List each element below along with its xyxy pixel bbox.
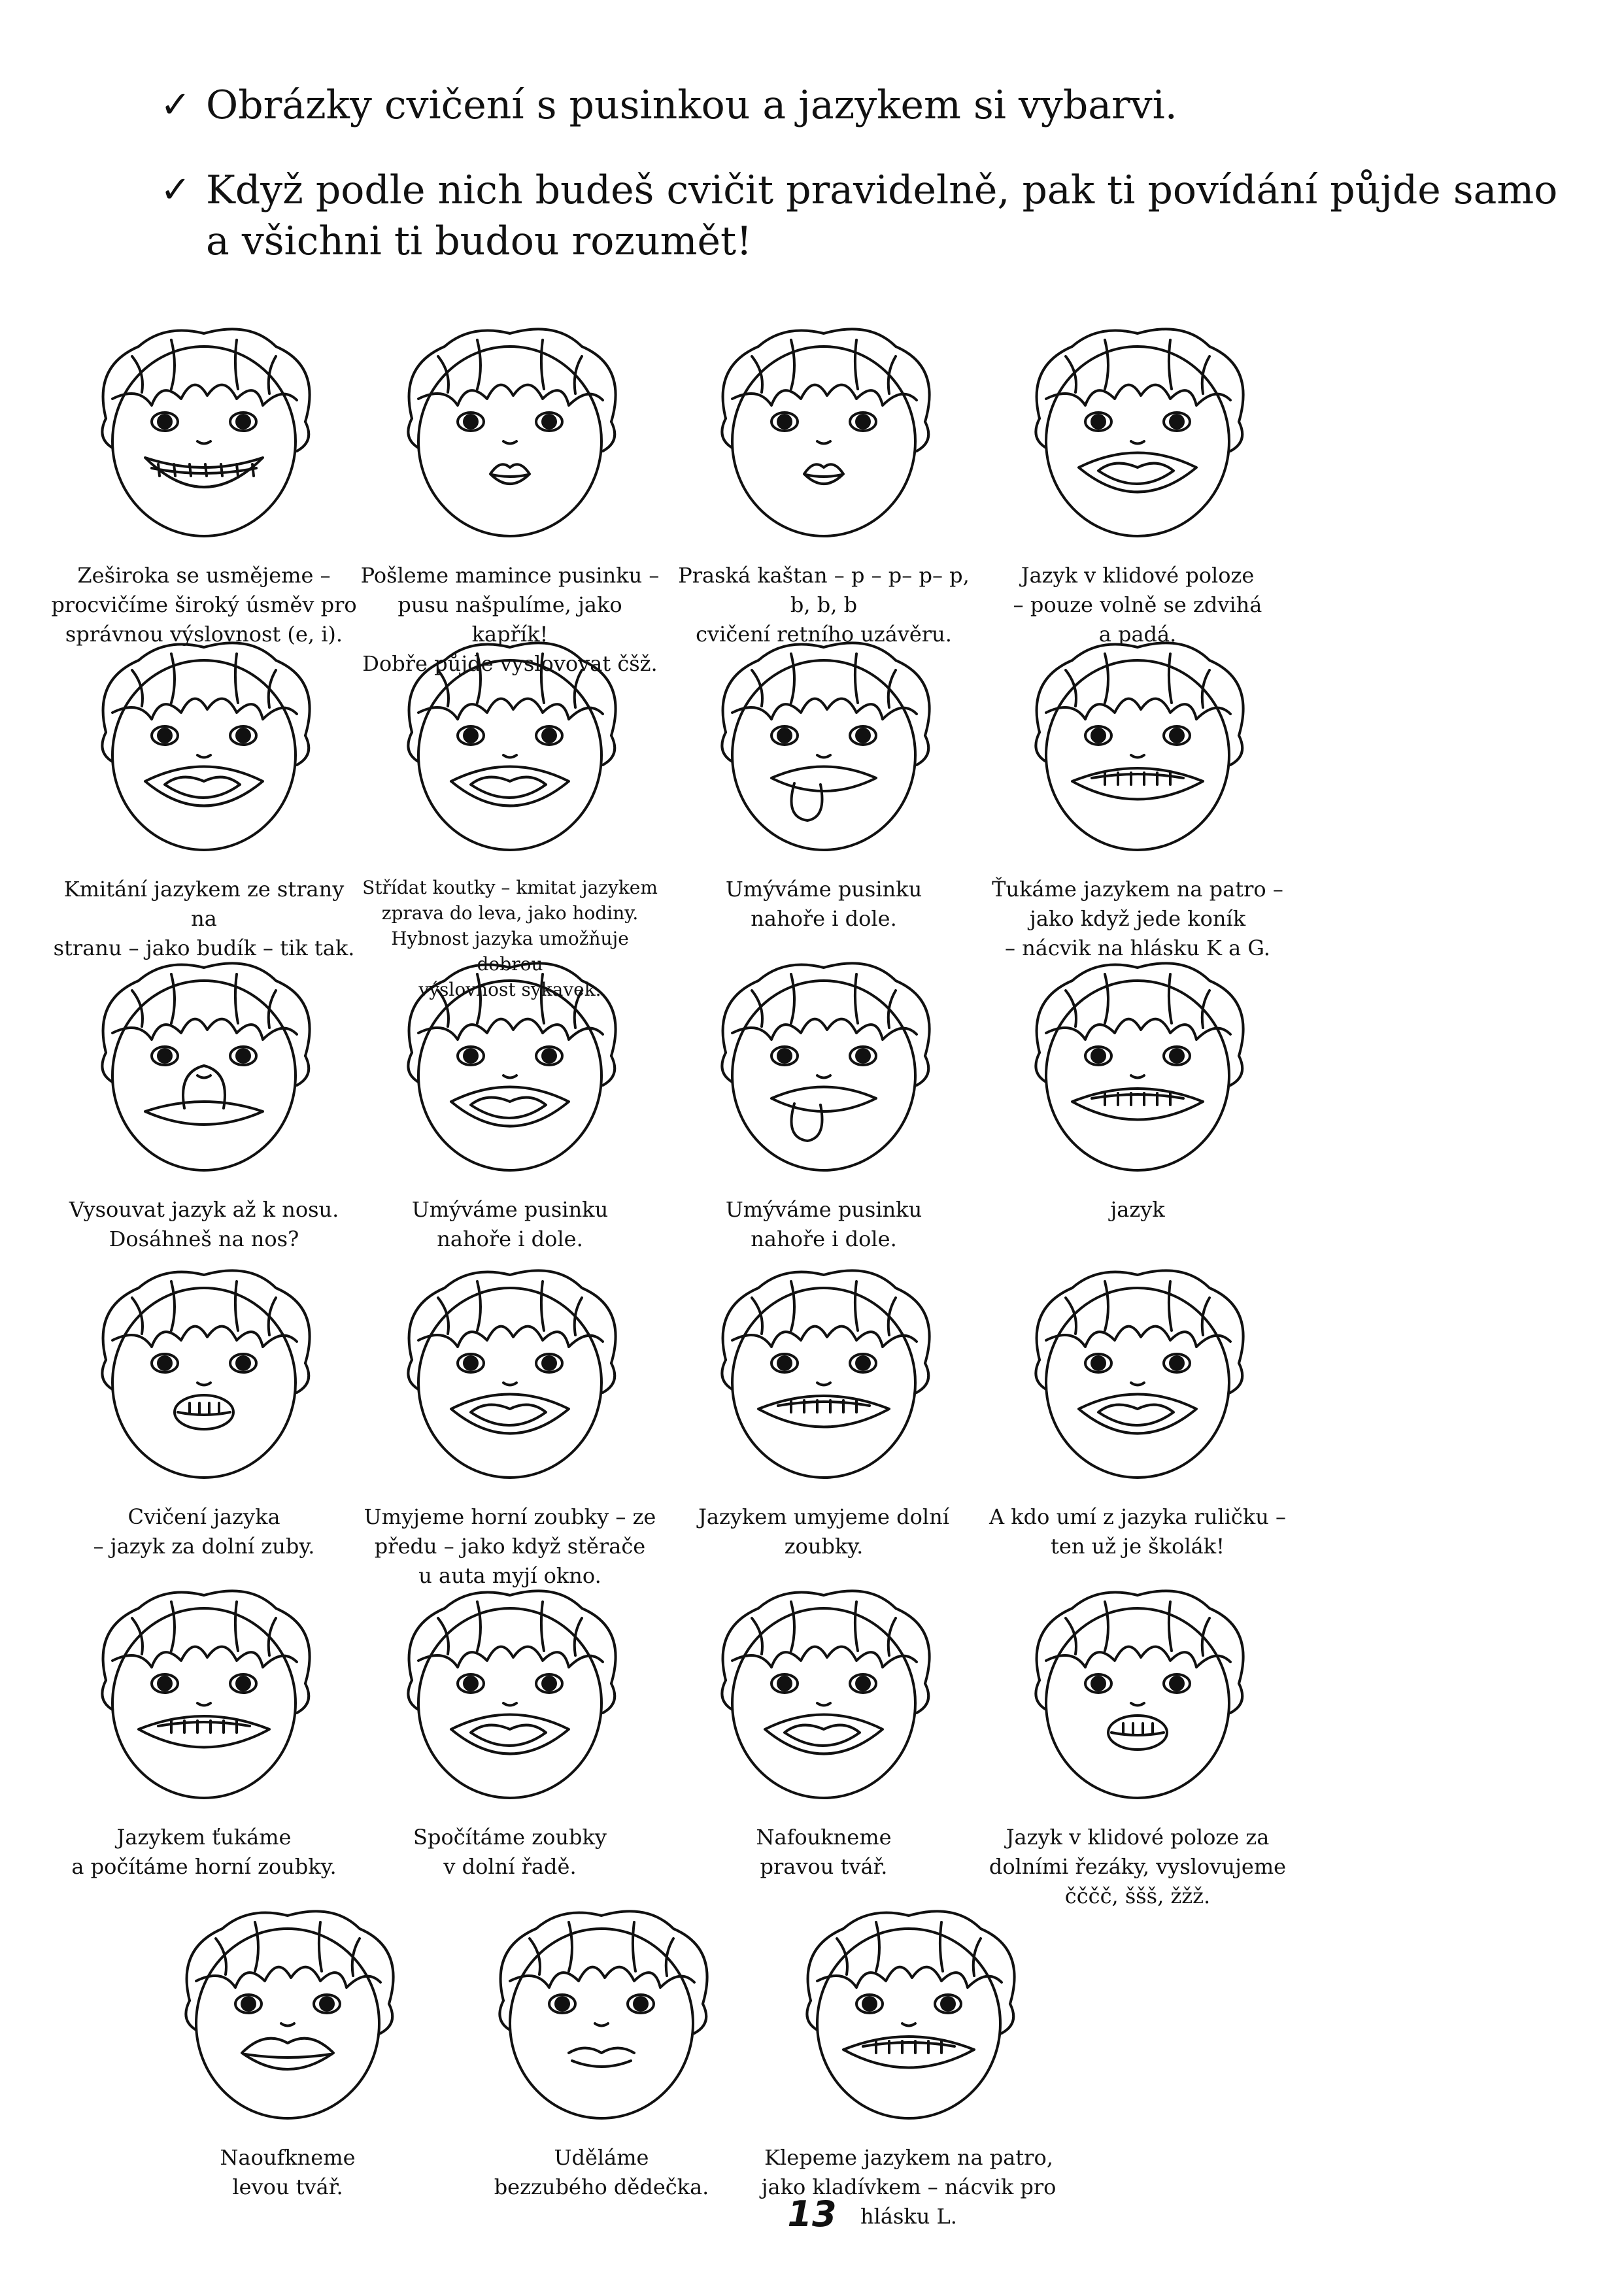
exercise-caption: Klepeme jazykem na patro, jako kladívkem – nácvik pro hlásku L. [761, 2145, 1057, 2229]
exercise-caption: Pošleme mamince pusinku – pusu našpulíme, jako kapřík! Dobře půjde vyslovovat čšž. [360, 563, 660, 676]
face-illustration [67, 1569, 341, 1818]
nose [817, 1075, 830, 1078]
exercise-card [50, 307, 358, 649]
left-eye [152, 1354, 178, 1372]
face-illustration [1000, 621, 1275, 870]
face-illustration [373, 1249, 647, 1497]
mouth-toothless [569, 2048, 634, 2067]
face-illustration [67, 1249, 341, 1497]
mouth-small-teeth [1108, 1716, 1167, 1750]
exercise-caption: jazyk [1110, 1197, 1165, 1222]
face-illustration [1000, 941, 1275, 1190]
exercise-caption: Jazyk v klidové poloze za dolními řezáky, vyslovujeme čččč, ššš, žžž. [989, 1825, 1287, 1908]
face-illustration [686, 307, 961, 556]
face-illustration [67, 307, 341, 556]
nose [503, 1703, 516, 1706]
left-eye [152, 1047, 178, 1065]
face-illustration [686, 621, 961, 870]
exercise-caption: Kmitání jazykem ze strany na stranu – jako budík – tik tak. [53, 877, 355, 960]
mouth-open-teeth [139, 1716, 269, 1748]
mouth-open-teeth [1072, 1089, 1203, 1120]
mouth-kiss [490, 464, 530, 484]
exercise-caption: Uděláme bezzubého dědečka. [494, 2145, 709, 2199]
right-eye [536, 413, 562, 431]
right-eye [536, 726, 562, 745]
nose [595, 2023, 608, 2026]
exercise-card [670, 307, 977, 649]
exercise-caption: Zeširoka se usmějeme – procvičíme široký úsměv pro správnou výslovnost (e, i). [51, 563, 357, 647]
exercise-card [50, 1569, 358, 1882]
exercise-caption: Cvičení jazyka – jazyk za dolní zuby. [93, 1504, 315, 1559]
exercise-caption: Střídat koutky – kmitat jazykem zprava do leva, jako hodiny. Hybnost jazyka umožňuje dobrou výslovnost sykavek. [362, 877, 658, 1000]
mouth-open-teeth [758, 1396, 889, 1427]
exercise-card [356, 1249, 664, 1591]
exercise-card [50, 941, 358, 1254]
checkmark-icon: ✓ [160, 169, 191, 211]
exercise-caption: A kdo umí z jazyka ruličku – ten už je školák! [989, 1504, 1287, 1559]
nose [197, 755, 211, 758]
left-eye [458, 726, 484, 745]
mouth-tongue-out [771, 1087, 876, 1142]
face-illustration [373, 941, 647, 1190]
exercise-caption: Ťukáme jazykem na patro – jako když jede koník – nácvik na hlásku K a G. [992, 877, 1283, 960]
exercise-card [356, 1569, 664, 1882]
right-eye [850, 726, 876, 745]
left-eye [771, 1354, 798, 1372]
mouth-open-tongue [1079, 1395, 1196, 1434]
mouth-kiss [804, 464, 843, 484]
face-illustration [1000, 1569, 1275, 1818]
nose [1131, 755, 1144, 758]
right-eye [230, 726, 256, 745]
nose [1131, 441, 1144, 444]
mouth-open-tongue [145, 767, 263, 806]
nose [817, 1383, 830, 1385]
face-illustration [771, 1889, 1046, 2138]
left-eye [771, 413, 798, 431]
right-eye [850, 1047, 876, 1065]
instruction-text: Obrázky cvičení s pusinkou a jazykem si vybarvi. [206, 82, 1177, 128]
exercise-card [50, 621, 358, 963]
left-eye [1085, 1354, 1111, 1372]
right-eye [1164, 1674, 1190, 1693]
mouth-open-tongue [765, 1715, 883, 1754]
right-eye [230, 1674, 256, 1693]
right-eye [314, 1995, 340, 2013]
right-eye [850, 1674, 876, 1693]
mouth-open-tongue [451, 1715, 569, 1754]
left-eye [458, 1674, 484, 1693]
face-illustration [67, 941, 341, 1190]
nose [197, 1703, 211, 1706]
face-illustration [686, 941, 961, 1190]
right-eye [850, 1354, 876, 1372]
right-eye [536, 1354, 562, 1372]
left-eye [771, 726, 798, 745]
right-eye [628, 1995, 654, 2013]
nose [503, 1383, 516, 1385]
exercise-caption: Naoufkneme levou tvář. [220, 2145, 356, 2199]
face-illustration [464, 1889, 739, 2138]
right-eye [536, 1674, 562, 1693]
exercise-caption: Vysouvat jazyk až k nosu. Dosáhneš na nos? [69, 1197, 339, 1251]
mouth-small-teeth [175, 1395, 233, 1429]
nose [197, 1383, 211, 1385]
left-eye [152, 413, 178, 431]
mouth-lips [242, 2039, 333, 2069]
nose [281, 2023, 294, 2026]
nose [817, 1703, 830, 1706]
right-eye [1164, 1047, 1190, 1065]
left-eye [235, 1995, 262, 2013]
exercise-card [984, 1569, 1291, 1911]
left-eye [771, 1047, 798, 1065]
left-eye [771, 1674, 798, 1693]
instruction-2 [160, 165, 1572, 267]
face-illustration [373, 621, 647, 870]
right-eye [850, 413, 876, 431]
nose [1131, 1703, 1144, 1706]
exercise-card [670, 1569, 977, 1882]
exercise-caption: Praská kaštan – p – p– p– p, b, b, b cvičení retního uzávěru. [678, 563, 970, 647]
nose [817, 441, 830, 444]
left-eye [458, 1047, 484, 1065]
exercise-caption: Umýváme pusinku nahoře i dole. [725, 877, 922, 931]
exercise-caption: Jazykem ťukáme a počítáme horní zoubky. [71, 1825, 337, 1879]
exercise-card [50, 1249, 358, 1561]
exercise-caption: Jazyk v klidové poloze – pouze volně se zdvihá a padá. [1013, 563, 1262, 647]
right-eye [230, 1354, 256, 1372]
nose [902, 2023, 915, 2026]
right-eye [1164, 1354, 1190, 1372]
left-eye [856, 1995, 883, 2013]
left-eye [549, 1995, 575, 2013]
right-eye [1164, 413, 1190, 431]
exercise-card [670, 621, 977, 934]
exercise-card [670, 1249, 977, 1561]
mouth-open-tongue [451, 1395, 569, 1434]
face-illustration [67, 621, 341, 870]
right-eye [536, 1047, 562, 1065]
exercise-card [356, 941, 664, 1254]
instruction-text: Když podle nich budeš cvičit pravidelně, pak ti povídání půjde samo a všichni ti budou rozumět! [206, 167, 1558, 264]
left-eye [152, 726, 178, 745]
face-illustration [150, 1889, 425, 2138]
exercise-card [984, 941, 1291, 1225]
page-number: 13 [787, 2193, 837, 2235]
left-eye [458, 413, 484, 431]
face-illustration [686, 1569, 961, 1818]
right-eye [230, 1047, 256, 1065]
nose [197, 441, 211, 444]
left-eye [152, 1674, 178, 1693]
exercise-caption: Umýváme pusinku nahoře i dole. [725, 1197, 922, 1251]
left-eye [458, 1354, 484, 1372]
face-illustration [1000, 1249, 1275, 1497]
nose [1131, 1075, 1144, 1078]
exercise-card [134, 1889, 441, 2202]
left-eye [1085, 1674, 1111, 1693]
nose [503, 441, 516, 444]
instruction-1 [160, 80, 1572, 131]
exercise-caption: Umýváme pusinku nahoře i dole. [411, 1197, 609, 1251]
mouth-tongue-out [771, 767, 876, 821]
checkmark-icon: ✓ [160, 84, 191, 126]
nose [817, 755, 830, 758]
left-eye [1085, 413, 1111, 431]
exercise-caption: Nafoukneme pravou tvář. [756, 1825, 892, 1879]
left-eye [1085, 1047, 1111, 1065]
left-eye [1085, 726, 1111, 745]
face-illustration [1000, 307, 1275, 556]
nose [503, 755, 516, 758]
mouth-open-tongue [1079, 453, 1196, 492]
mouth-open-teeth [843, 2037, 974, 2068]
exercise-card [984, 307, 1291, 649]
mouth-tongue-up [145, 1066, 263, 1125]
face-illustration [373, 1569, 647, 1818]
mouth-open-tongue [451, 1087, 569, 1126]
exercise-card [448, 1889, 755, 2202]
right-eye [1164, 726, 1190, 745]
nose [1131, 1383, 1144, 1385]
mouth-open-tongue [451, 767, 569, 806]
mouth-open-teeth [1072, 768, 1203, 800]
face-illustration [373, 307, 647, 556]
exercise-card [984, 1249, 1291, 1561]
right-eye [935, 1995, 961, 2013]
exercise-card [755, 1889, 1062, 2231]
exercise-caption: Umyjeme horní zoubky – ze předu – jako když stěrače u auta myjí okno. [364, 1504, 656, 1588]
exercise-caption: Spočítáme zoubky v dolní řadě. [413, 1825, 607, 1879]
mouth-smile-teeth [145, 458, 263, 487]
face-illustration [686, 1249, 961, 1497]
right-eye [230, 413, 256, 431]
nose [197, 1075, 211, 1078]
nose [503, 1075, 516, 1078]
exercise-card [670, 941, 977, 1254]
exercise-caption: Jazykem umyjeme dolní zoubky. [698, 1504, 949, 1559]
exercise-card [984, 621, 1291, 963]
